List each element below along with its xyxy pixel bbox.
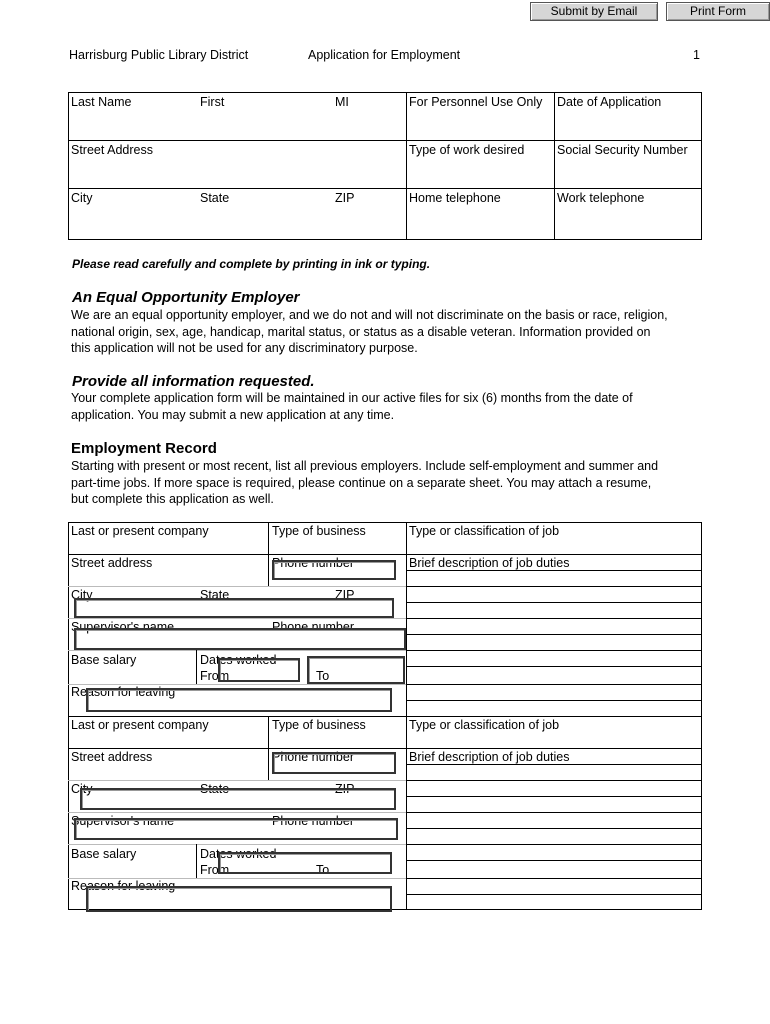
salary-label: Base salary <box>71 653 137 667</box>
employer-state-label: State <box>200 588 230 602</box>
employer-zip-label: ZIP <box>335 782 355 796</box>
zip-label: ZIP <box>335 191 355 205</box>
first-name-label: First <box>200 95 225 109</box>
applicant-table <box>68 92 702 240</box>
work-telephone-label: Work telephone <box>557 191 645 205</box>
company-label: Last or present company <box>71 524 209 538</box>
reason-label: Reason for leaving <box>71 879 176 893</box>
supervisor-input[interactable] <box>74 818 398 840</box>
personnel-use-label: For Personnel Use Only <box>409 95 543 109</box>
home-telephone-label: Home telephone <box>409 191 501 205</box>
print-form-button[interactable]: Print Form <box>666 2 770 21</box>
dates-worked-label: Dates worked <box>200 847 277 861</box>
to-label: To <box>316 863 330 877</box>
from-label: From <box>200 863 230 877</box>
employer-phone-label: Phone number <box>272 556 355 570</box>
phone-input[interactable] <box>272 560 396 580</box>
supervisor-phone-label: Phone number <box>272 620 355 634</box>
job-duties-label: Brief description of job duties <box>409 750 570 764</box>
employer-phone-label: Phone number <box>272 750 355 764</box>
form-title: Application for Employment <box>308 48 461 62</box>
supervisor-input[interactable] <box>74 628 406 650</box>
supervisor-label: Supervisor's name <box>71 620 175 634</box>
employer-state-label: State <box>200 782 230 796</box>
submit-by-email-button[interactable]: Submit by Email <box>530 2 658 21</box>
reason-label: Reason for leaving <box>71 685 176 699</box>
street-address-label: Street Address <box>71 143 153 157</box>
eoe-heading: An Equal Opportunity Employer <box>72 289 300 306</box>
business-type-label: Type of business <box>272 524 366 538</box>
employment-text: Starting with present or most recent, list all previous employers. Include self-employment and summer and part-time jobs. If more space is required, please continue on a separate sheet. You may attach a resume, but complete this application as well. <box>71 459 659 506</box>
from-date-input[interactable] <box>218 658 300 682</box>
reason-input[interactable] <box>86 688 392 712</box>
employer-zip-label: ZIP <box>335 588 355 602</box>
phone-input[interactable] <box>272 752 396 774</box>
supervisor-label: Supervisor's name <box>71 814 175 828</box>
info-text: Your complete application form will be maintained in our active files for six (6) months from the date of application. You may submit a new application at any time. <box>71 391 633 422</box>
dates-worked-label: Dates worked <box>200 653 277 667</box>
city-label: City <box>71 191 93 205</box>
job-classification-label: Type or classification of job <box>409 524 560 538</box>
work-type-label: Type of work desired <box>409 143 525 157</box>
to-date-input[interactable] <box>307 656 405 684</box>
last-name-label: Last Name <box>71 95 132 109</box>
salary-label: Base salary <box>71 847 137 861</box>
employer-street-label: Street address <box>71 556 153 570</box>
employer-street-label: Street address <box>71 750 153 764</box>
job-duties-label: Brief description of job duties <box>409 556 570 570</box>
mi-label: MI <box>335 95 349 109</box>
business-type-label: Type of business <box>272 718 366 732</box>
date-of-application-label: Date of Application <box>557 95 662 109</box>
ssn-label: Social Security Number <box>557 143 688 157</box>
page-number: 1 <box>693 48 700 62</box>
org-name: Harrisburg Public Library District <box>69 48 249 62</box>
job-classification-label: Type or classification of job <box>409 718 560 732</box>
city-state-zip-input[interactable] <box>80 788 396 810</box>
employer-city-label: City <box>71 588 93 602</box>
employment-heading: Employment Record <box>71 440 217 457</box>
dates-worked-input[interactable] <box>218 852 392 874</box>
employer-city-label: City <box>71 782 93 796</box>
info-heading: Provide all information requested. <box>72 373 315 390</box>
city-state-zip-input[interactable] <box>74 598 394 618</box>
company-label: Last or present company <box>71 718 209 732</box>
state-label: State <box>200 191 230 205</box>
eoe-text: We are an equal opportunity employer, and we do not and will not discriminate on the basis or race, religion, national origin, sex, age, handicap, marital status, or status as a disable veteran. Information provided on this application will not be used for any discriminatory purpose. <box>71 308 668 355</box>
reason-input[interactable] <box>86 886 392 912</box>
to-label: To <box>316 669 330 683</box>
instruction-note: Please read carefully and complete by printing in ink or typing. <box>72 257 431 271</box>
supervisor-phone-label: Phone number <box>272 814 355 828</box>
from-label: From <box>200 669 230 683</box>
